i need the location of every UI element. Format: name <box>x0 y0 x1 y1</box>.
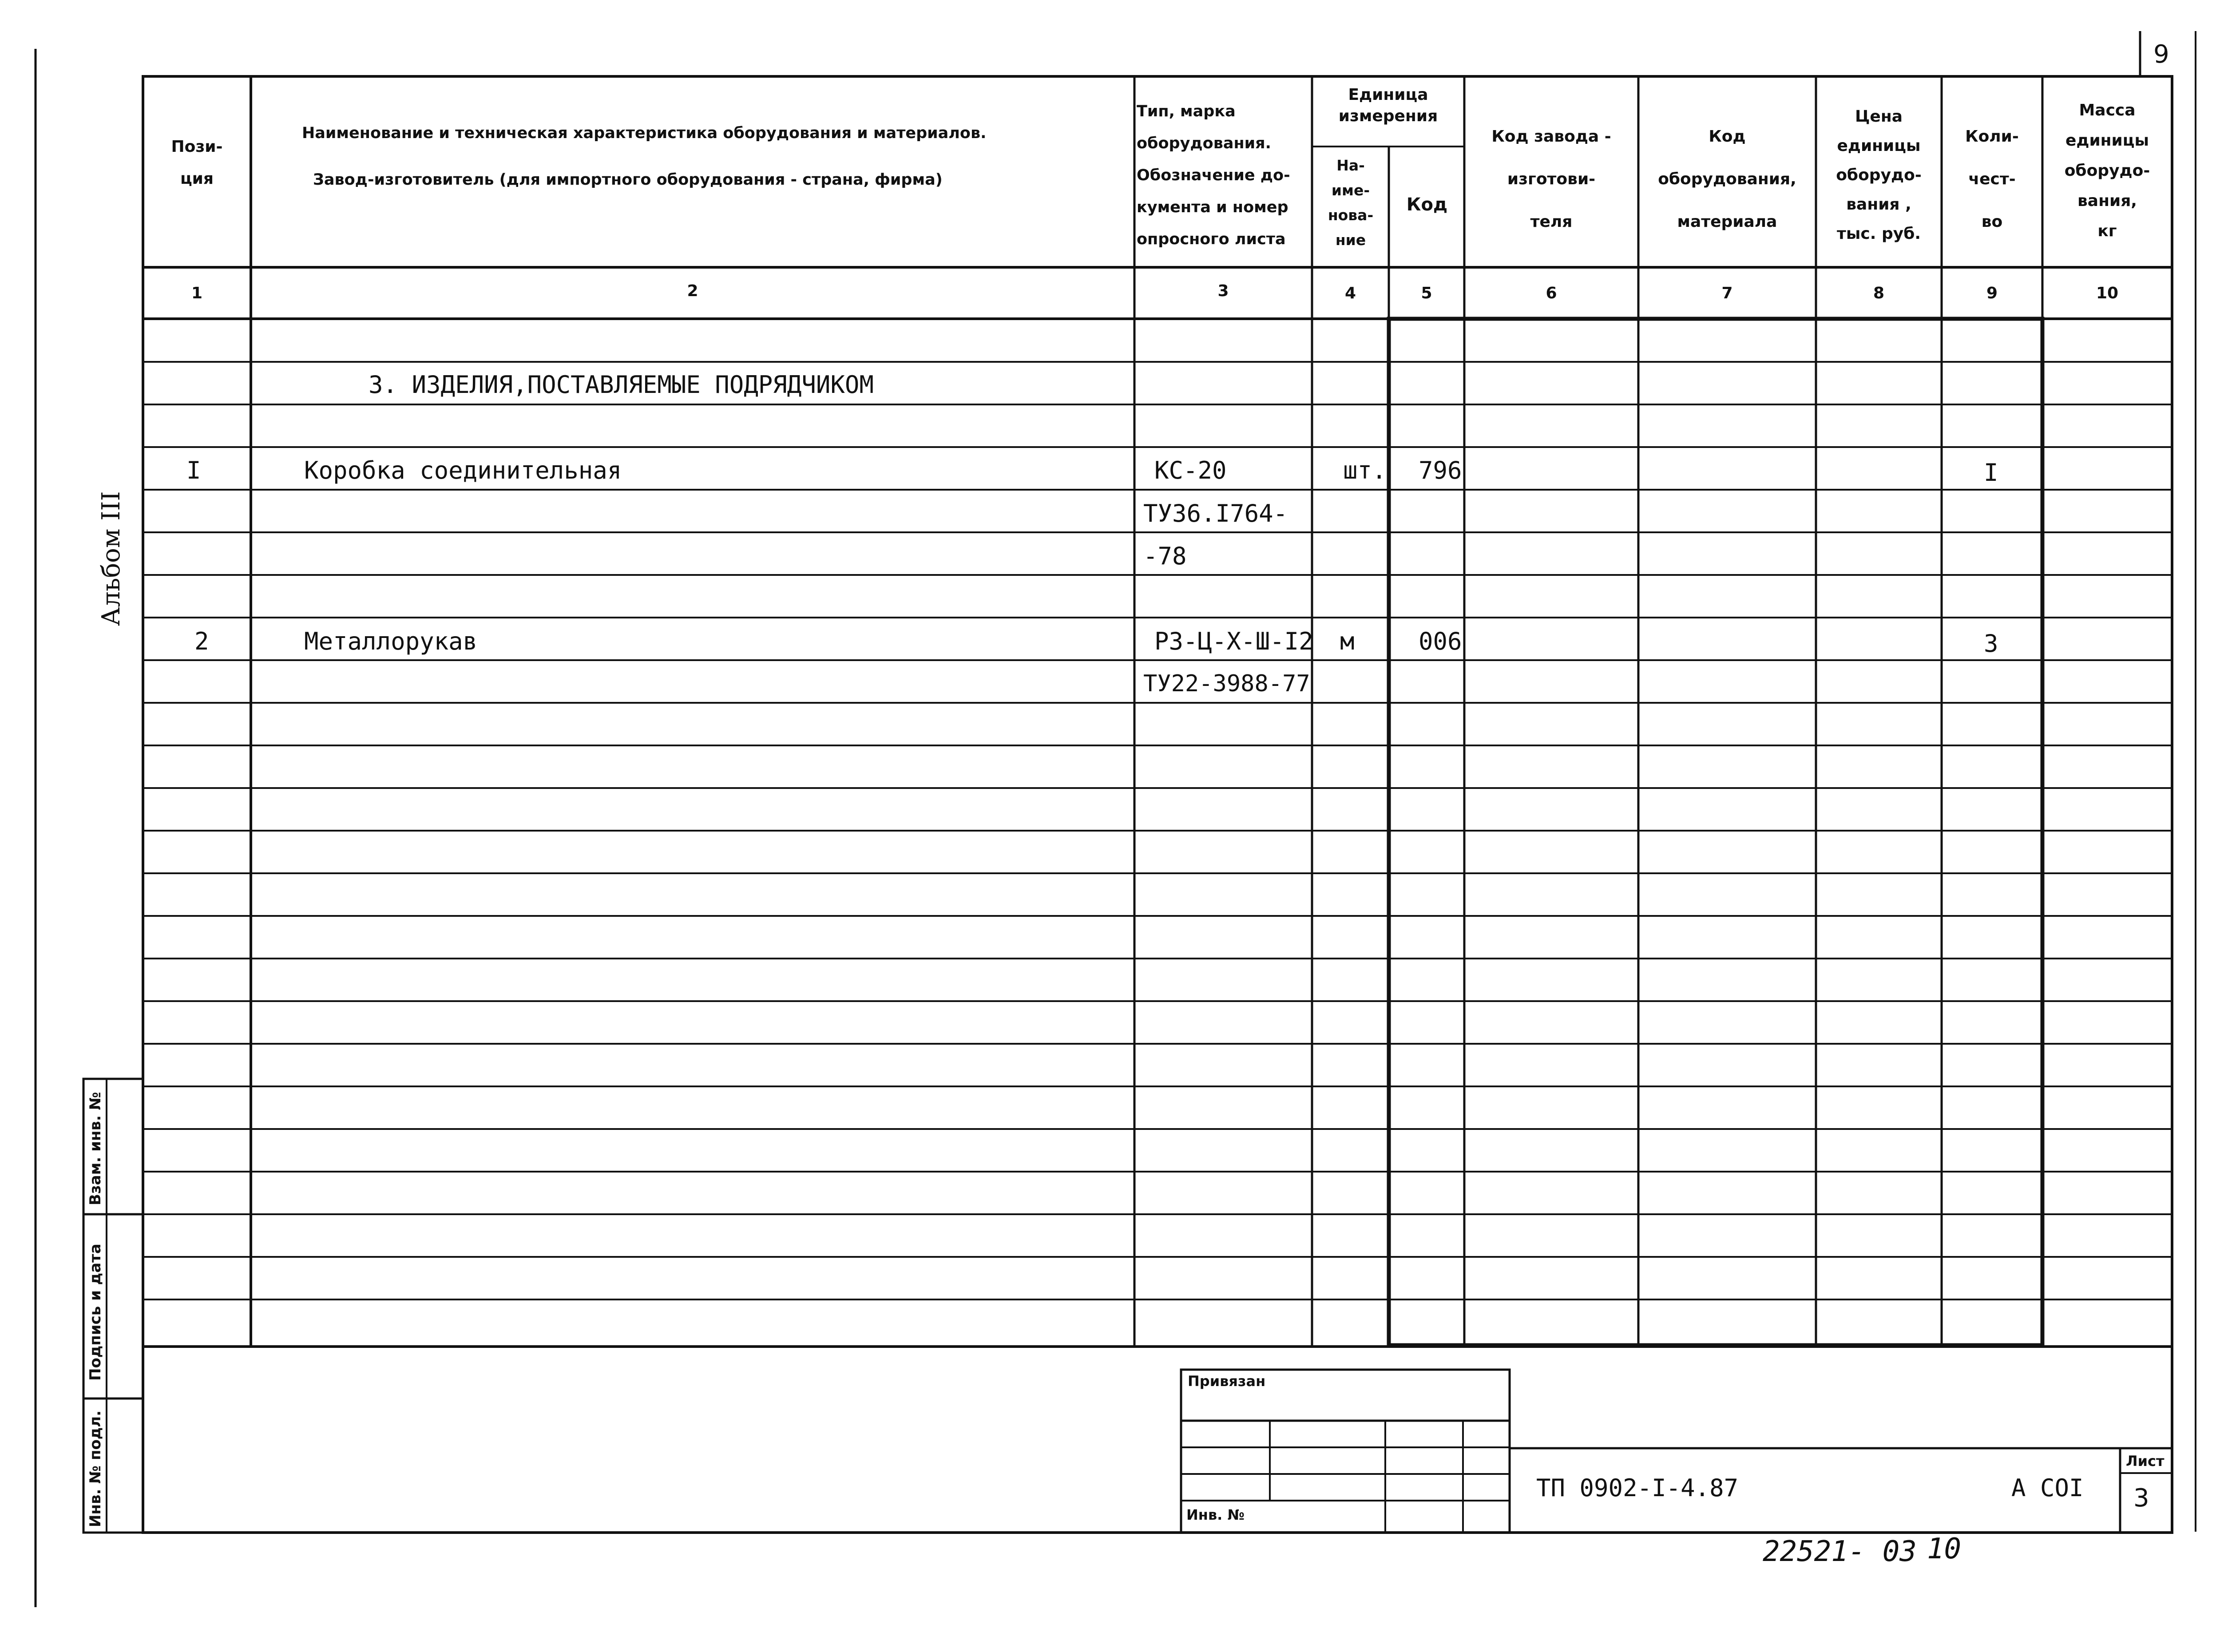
sheet-number: 3 <box>2133 1484 2149 1513</box>
colnum-10: 10 <box>2096 284 2119 302</box>
colnum-1: 1 <box>191 284 203 302</box>
colnum-2: 2 <box>687 282 698 300</box>
header-col6: Код завода - изготови- теля <box>1491 127 1611 231</box>
colnum-9: 9 <box>1986 284 1998 302</box>
item-type: КС-20 <box>1154 456 1227 484</box>
colnum-6: 6 <box>1546 284 1557 302</box>
item-type: РЗ-Ц-Х-Ш-I2 <box>1154 627 1313 655</box>
item-type-doc: ТУ22-3988-77 <box>1143 670 1310 697</box>
header-col2-line1: Наименование и техническая характеристика оборудования и материалов. <box>302 124 987 142</box>
item-unit: м <box>1340 627 1355 655</box>
item-quantity: 3 <box>1984 630 1998 658</box>
title-privyazan: Привязан <box>1188 1373 1266 1390</box>
colnum-8: 8 <box>1873 284 1885 302</box>
item-name: Металлорукав <box>304 627 478 655</box>
header-col7: Код оборудования, материала <box>1658 127 1796 231</box>
item-quantity: I <box>1984 459 1998 487</box>
item-type-doc: ТУ36.I764- <box>1143 499 1288 527</box>
footer-archive-number: 22521- 03 <box>1763 1535 1917 1568</box>
header-col10: Масса единицы оборудо- вания, кг <box>2064 101 2150 240</box>
item-name: Коробка соединительная <box>304 456 622 484</box>
colnum-5: 5 <box>1421 284 1432 302</box>
album-label: Альбом III <box>97 491 126 626</box>
item-type-doc-cont: -78 <box>1143 542 1187 570</box>
album-code: А СОI <box>2011 1474 2084 1502</box>
header-col5: Код <box>1406 194 1448 215</box>
header-col8: Цена единицы оборудо- вания , тыс. руб. <box>1836 107 1922 243</box>
section-title: 3. ИЗДЕЛИЯ,ПОСТАВЛЯЕМЫЕ ПОДРЯДЧИКОМ <box>369 371 874 399</box>
item-unit-code: 796 <box>1419 456 1462 484</box>
header-col2-line2: Завод-изготовитель (для импортного оборудования - страна, фирма) <box>313 171 943 189</box>
document-code: ТП 0902-I-4.87 <box>1536 1474 1739 1502</box>
item-position: 2 <box>194 627 209 655</box>
colnum-7: 7 <box>1721 284 1733 302</box>
item-position: I <box>186 456 201 484</box>
colnum-3: 3 <box>1217 282 1229 300</box>
header-col4: На- име- нова- ние <box>1328 157 1374 249</box>
footer-page-number: 10 <box>1927 1533 1962 1565</box>
sheet-label: Лист <box>2126 1453 2164 1470</box>
item-unit-code: 006 <box>1419 627 1462 655</box>
header-col3: Тип, марка оборудования. Обозначение до- кумента и номер опросного листа <box>1137 103 1290 248</box>
colnum-4: 4 <box>1344 284 1356 302</box>
corner-sheet-number: 9 <box>2153 40 2169 69</box>
header-col9: Коли- чест- во <box>1965 127 2019 231</box>
item-unit: шт. <box>1343 456 1387 484</box>
header-col1: Пози- ция <box>171 138 223 188</box>
stamp-podpis-data: Подпись и дата <box>87 1244 104 1381</box>
title-inv-no: Инв. № <box>1186 1506 1245 1523</box>
header-unit-group: Единица измерения <box>1338 86 1438 125</box>
stamp-inv-podl: Инв. № подл. <box>87 1410 104 1527</box>
stamp-vzam-inv: Взам. инв. № <box>87 1092 104 1205</box>
